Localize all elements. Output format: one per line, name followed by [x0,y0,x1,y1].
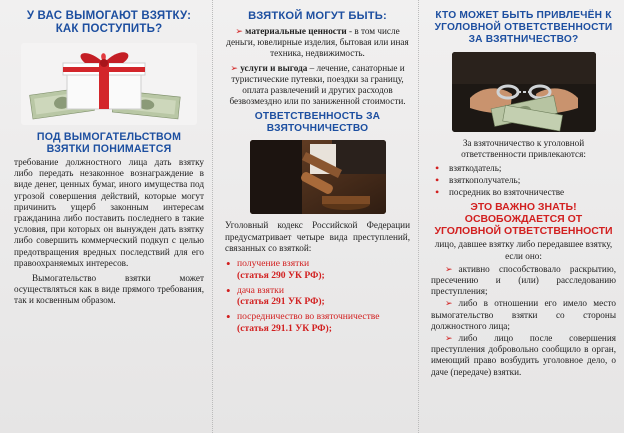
release-condition [431,333,616,378]
crime-item [225,258,410,282]
extortion-note: Вымогательство взятки может осуществляться как в виде прямого требования, так и косвенным образом. [14,273,204,306]
crimes-list [225,258,410,335]
release-condition-text: активно способствовало раскрытию, пресечению и (или) расследованию преступления; [431,263,616,297]
arrow-icon: ➢ [445,333,453,344]
crime-article: (статья 290 УК РФ); [237,269,325,281]
liable-intro: За взяточничество к уголовной ответственности привлекаются: [461,138,586,160]
title-bribe-types: ВЗЯТКОЙ МОГУТ БЫТЬ: [248,10,387,22]
crime-item [225,285,410,309]
title-responsibility: ОТВЕТСТВЕННОСТЬ ЗА ВЗЯТОЧНИЧЕСТВО [254,111,381,134]
handcuffs-money-image [452,52,596,132]
bribe-type-material-label: материальные ценности [245,26,347,36]
column-right [418,0,624,433]
bribe-type-services-label: услуги и выгода [240,62,308,73]
release-heading: ОСВОБОЖДАЕТСЯ ОТ УГОЛОВНОЙ ОТВЕТСТВЕННОСТИ [434,213,613,238]
column-left [0,0,212,433]
crime-article: (статья 291.1 УК РФ); [237,322,332,334]
release-intro: лицо, давшее взятку либо передавшее взятку, если оно: [434,239,613,261]
bribe-type-services-text: – лечение, санаторные и туристические путевки, поездки за границу, оплата развлечений и других расходов безвозмездно или по заниженной стоимости. [229,62,406,107]
crime-name: дача взятки [237,284,284,296]
subtitle-extortion-definition: ПОД ВЫМОГАТЕЛЬСТВОМ ВЗЯТКИ ПОНИМАЕТСЯ [36,131,182,155]
release-condition [431,298,616,332]
crime-name: получение взятки [237,258,310,270]
gift-money-image [21,43,197,125]
crime-name: посредничество во взяточничестве [237,311,380,323]
liable-item: • взяткополучатель; [431,174,616,186]
release-condition-text: добровольно сообщило в орган, имеющий право возбудить уголовное дело, о даче (передаче) взятки. [431,344,617,377]
crime-article: (статья 291 УК РФ); [237,296,325,308]
title-who-liable: КТО МОЖЕТ БЫТЬ ПРИВЛЕЧЁН К УГОЛОВНОЙ ОТВЕТСТВЕННОСТИ ЗА ВЗЯТНИЧЕСТВО? [434,10,613,45]
gavel-image [250,140,386,214]
arrow-icon: ➢ [230,62,238,73]
bribe-type-services [225,63,410,108]
important-heading: ЭТО ВАЖНО ЗНАТЬ! [470,201,577,214]
title-extortion: У ВАС ВЫМОГАЮТ ВЗЯТКУ: КАК ПОСТУПИТЬ? [26,10,192,35]
release-condition-prefix: либо лицо после совершения преступления [431,333,616,355]
arrow-icon: ➢ [445,263,453,274]
crime-item [225,311,410,335]
release-condition-text: либо в отношении его имело место вымогательство взятки со стороны должностного лица; [431,298,616,331]
liable-item: • посредник во взяточничестве [431,186,616,198]
bribe-type-material-text: - в том числе деньги, ювелирные изделия, бытовая или иная техника, недвижимость. [226,26,409,59]
column-middle [212,0,418,433]
criminal-code-text: Уголовный кодекс Российской Федерации предусматривает четыре вида преступлений, связанных со взяткой: [225,220,410,253]
arrow-icon: ➢ [235,26,243,36]
bribe-type-material [225,26,410,60]
definition-text: требование должностного лица дать взятку либо передать незаконное вознаграждение в виде денег, ценных бумаг, иного имущества под угрозой совершения действий, которые могут причинить ущерб законным интересам гражданина либо поставить последнего в такие условия, при которых он вынужден дать взятку либо совершить коммерческий подкуп с целью предотвращения вредных последствий для его правоохраняемых интересов. [14,157,204,268]
arrow-icon: ➢ [445,298,453,309]
liable-list [431,162,616,198]
release-condition [431,264,616,298]
liable-item: • взяткодатель; [431,162,616,174]
